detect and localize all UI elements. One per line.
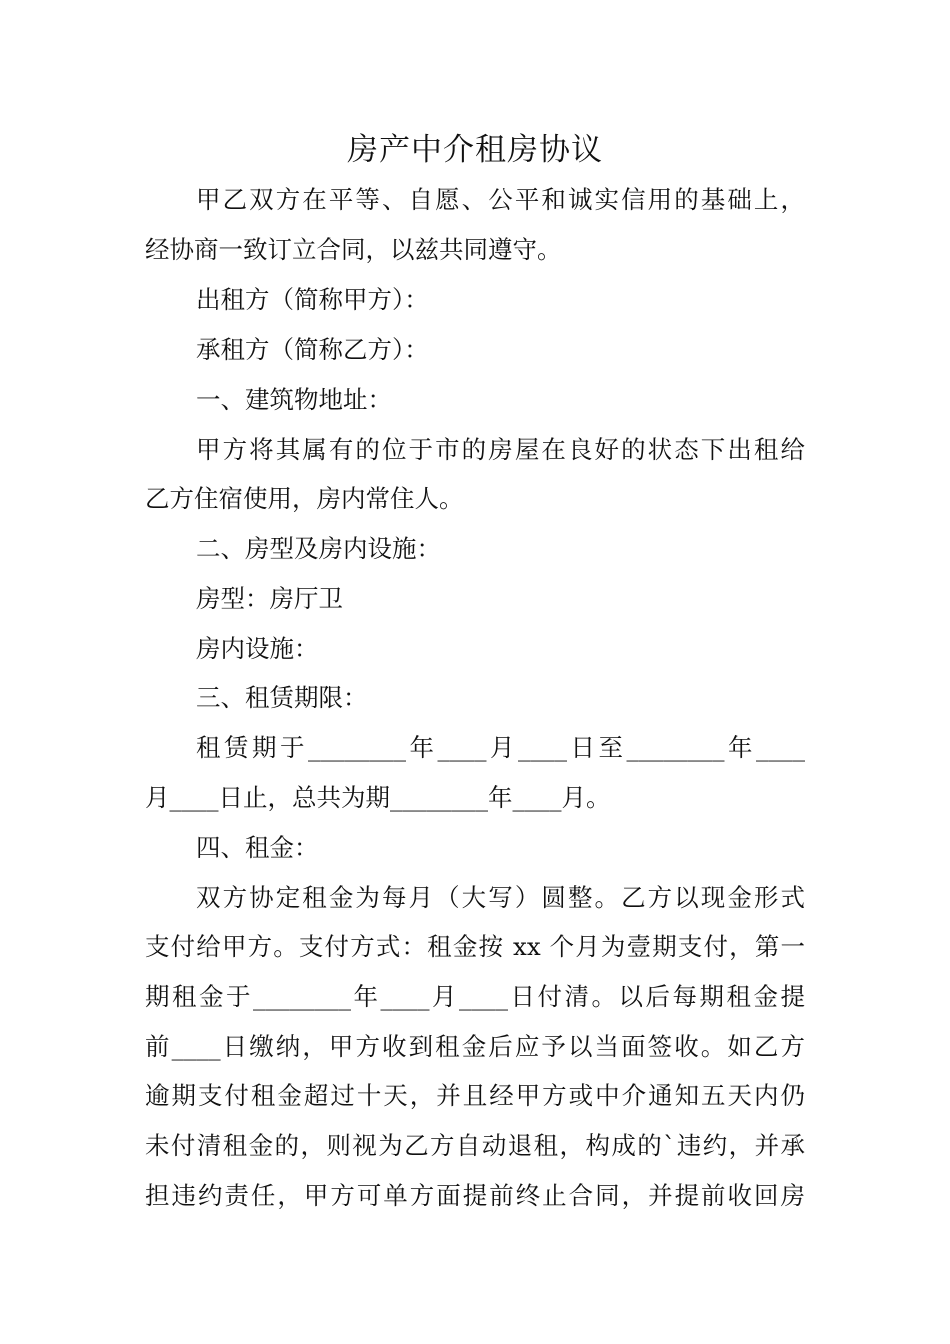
paragraph-line: 担违约责任，甲方可单方面提前终止合同，并提前收回房: [145, 1181, 805, 1210]
paragraph-line: 逾期支付租金超过十天，并且经甲方或中介通知五天内仍: [145, 1081, 805, 1110]
paragraph-line: 未付清租金的，则视为乙方自动退租，构成的`违约，并承: [145, 1131, 805, 1160]
room-type-line: 房型：房厅卫: [196, 584, 343, 613]
document-title: 房产中介租房协议: [347, 132, 603, 168]
paragraph-line: 经协商一致订立合同，以兹共同遵守。: [145, 235, 562, 264]
section-heading-rent: 四、租金：: [196, 833, 319, 862]
term-line: 月____日止，总共为期________年____月。: [145, 783, 611, 812]
facilities-line: 房内设施：: [196, 634, 319, 663]
term-line: 租赁期于________年____月____日至________年____: [196, 733, 805, 762]
paragraph-line: 甲乙双方在平等、自愿、公平和诚实信用的基础上，: [196, 185, 805, 214]
lessee-label: 承租方（简称乙方）：: [196, 335, 429, 364]
paragraph-line: 支付给甲方。支付方式：租金按 xx 个月为壹期支付，第一: [145, 932, 805, 961]
section-heading-term: 三、租赁期限：: [196, 683, 368, 712]
section-heading-facilities: 二、房型及房内设施：: [196, 534, 441, 563]
paragraph-line: 甲方将其属有的位于市的房屋在良好的状态下出租给: [196, 435, 805, 464]
paragraph-line: 期租金于________年____月____日付清。以后每期租金提: [145, 982, 805, 1011]
paragraph-line: 乙方住宿使用，房内常住人。: [145, 484, 464, 513]
paragraph-line: 双方协定租金为每月（大写）圆整。乙方以现金形式: [196, 883, 805, 912]
paragraph-line: 前____日缴纳，甲方收到租金后应予以当面签收。如乙方: [145, 1032, 805, 1061]
section-heading-address: 一、建筑物地址：: [196, 385, 392, 414]
lessor-label: 出租方（简称甲方）：: [196, 285, 429, 314]
